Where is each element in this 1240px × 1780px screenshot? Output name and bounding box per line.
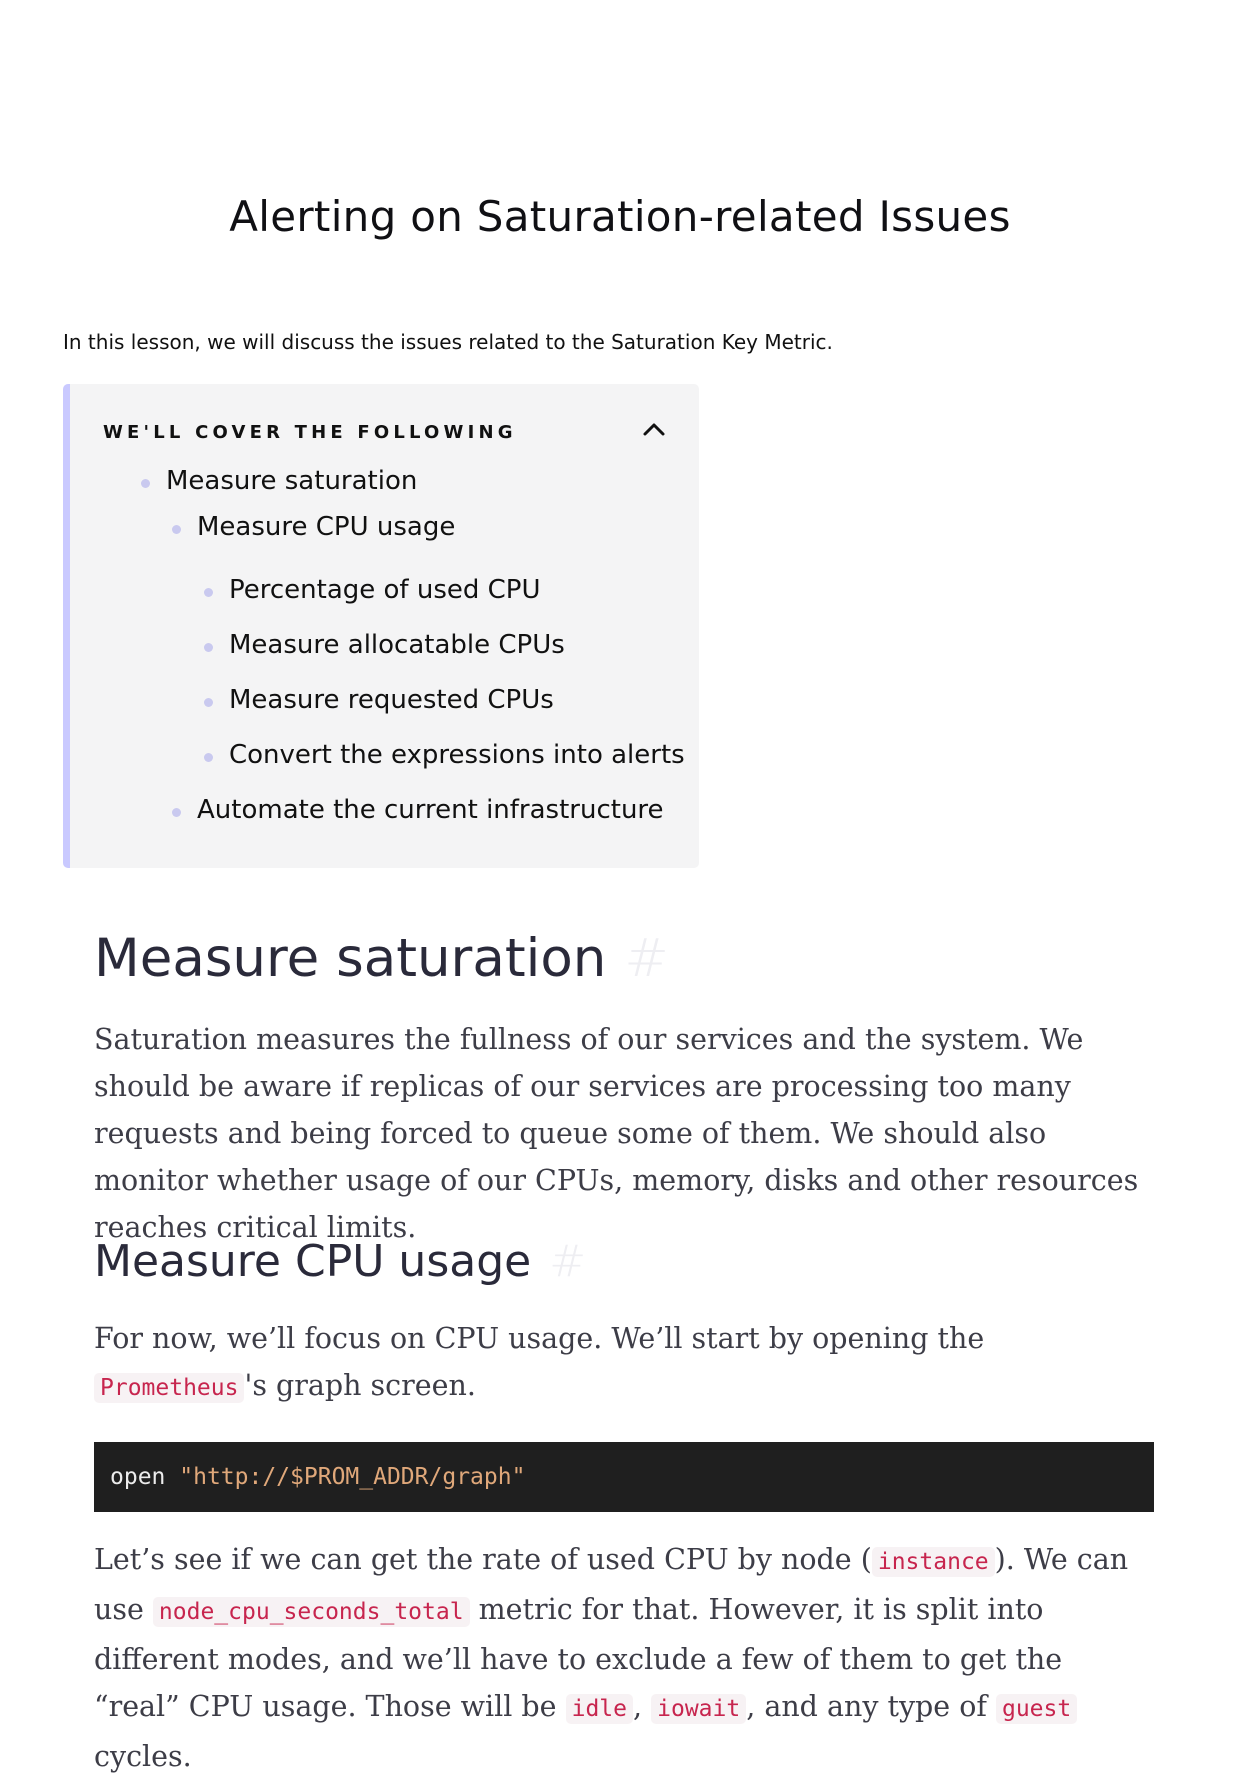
text: ). We can use [94, 1543, 1129, 1626]
text: For now, we’ll focus on CPU usage. We’ll start by opening the [94, 1322, 985, 1355]
toc-item[interactable] [229, 740, 685, 770]
text: , [633, 1690, 652, 1723]
toc-item[interactable] [197, 512, 455, 542]
anchor-link-icon[interactable]: # [549, 1236, 587, 1287]
text: cycles. [94, 1740, 192, 1773]
toc-item-label[interactable]: Measure requested CPUs [229, 685, 554, 715]
table-of-contents [63, 384, 699, 868]
text: 's graph screen. [244, 1369, 476, 1402]
text: , and any type of [746, 1690, 996, 1723]
toc-item[interactable] [229, 630, 565, 660]
toc-item[interactable] [229, 575, 541, 605]
bullet-icon [204, 698, 213, 707]
inline-code: instance [872, 1547, 995, 1577]
saturation-paragraph: Saturation measures the fullness of our services and the system. We should be aware if replicas of our services are processing too many requests and being forced to queue some of them. We should also monitor whether usage of our CPUs, memory, disks and other resources reaches critical limits. [94, 1023, 1139, 1244]
toc-collapse-button[interactable] [638, 414, 670, 446]
bullet-icon [204, 753, 213, 762]
toc-heading: WE'LL COVER THE FOLLOWING [103, 422, 517, 443]
code-block[interactable] [94, 1442, 1154, 1512]
chevron-up-icon [638, 414, 670, 446]
cpu-metric-paragraph [94, 1536, 1154, 1780]
code-command: open [110, 1464, 166, 1490]
inline-code: Prometheus [94, 1373, 244, 1403]
page-title: Alerting on Saturation-related Issues [229, 192, 1011, 241]
code-string: "http://$PROM_ADDR/graph" [179, 1464, 526, 1490]
toc-item[interactable] [197, 795, 664, 825]
toc-item-label[interactable]: Convert the expressions into alerts [229, 740, 685, 770]
toc-item-label[interactable]: Measure CPU usage [197, 512, 456, 542]
toc-item-label[interactable]: Automate the current infrastructure [197, 795, 664, 825]
toc-item[interactable] [229, 685, 554, 715]
section-heading-measure-saturation [94, 928, 669, 989]
inline-code: iowait [651, 1694, 746, 1724]
section-heading-measure-cpu-usage [94, 1236, 586, 1287]
heading-text: Measure saturation [94, 928, 607, 989]
bullet-icon [204, 643, 213, 652]
inline-code: node_cpu_seconds_total [153, 1597, 470, 1627]
bullet-icon [204, 588, 213, 597]
cpu-intro-paragraph [94, 1315, 1154, 1412]
inline-code: idle [566, 1694, 633, 1724]
heading-text: Measure CPU usage [94, 1236, 532, 1287]
text: Let’s see if we can get the rate of used CPU by node ( [94, 1543, 872, 1576]
bullet-icon [141, 479, 150, 488]
toc-item-label[interactable]: Percentage of used CPU [229, 575, 541, 605]
anchor-link-icon[interactable]: # [624, 928, 669, 989]
toc-item-label[interactable]: Measure allocatable CPUs [229, 630, 565, 660]
bullet-icon [172, 525, 181, 534]
inline-code: guest [996, 1694, 1077, 1724]
lesson-intro: In this lesson, we will discuss the issues related to the Saturation Key Metric. [63, 330, 833, 354]
text: metric for that. However, it is split into different modes, and we’ll have to exclude a few of them to get the “real” CPU usage. Those will be [94, 1593, 1063, 1723]
bullet-icon [172, 808, 181, 817]
toc-item[interactable] [166, 466, 417, 496]
toc-item-label[interactable]: Measure saturation [166, 466, 418, 496]
